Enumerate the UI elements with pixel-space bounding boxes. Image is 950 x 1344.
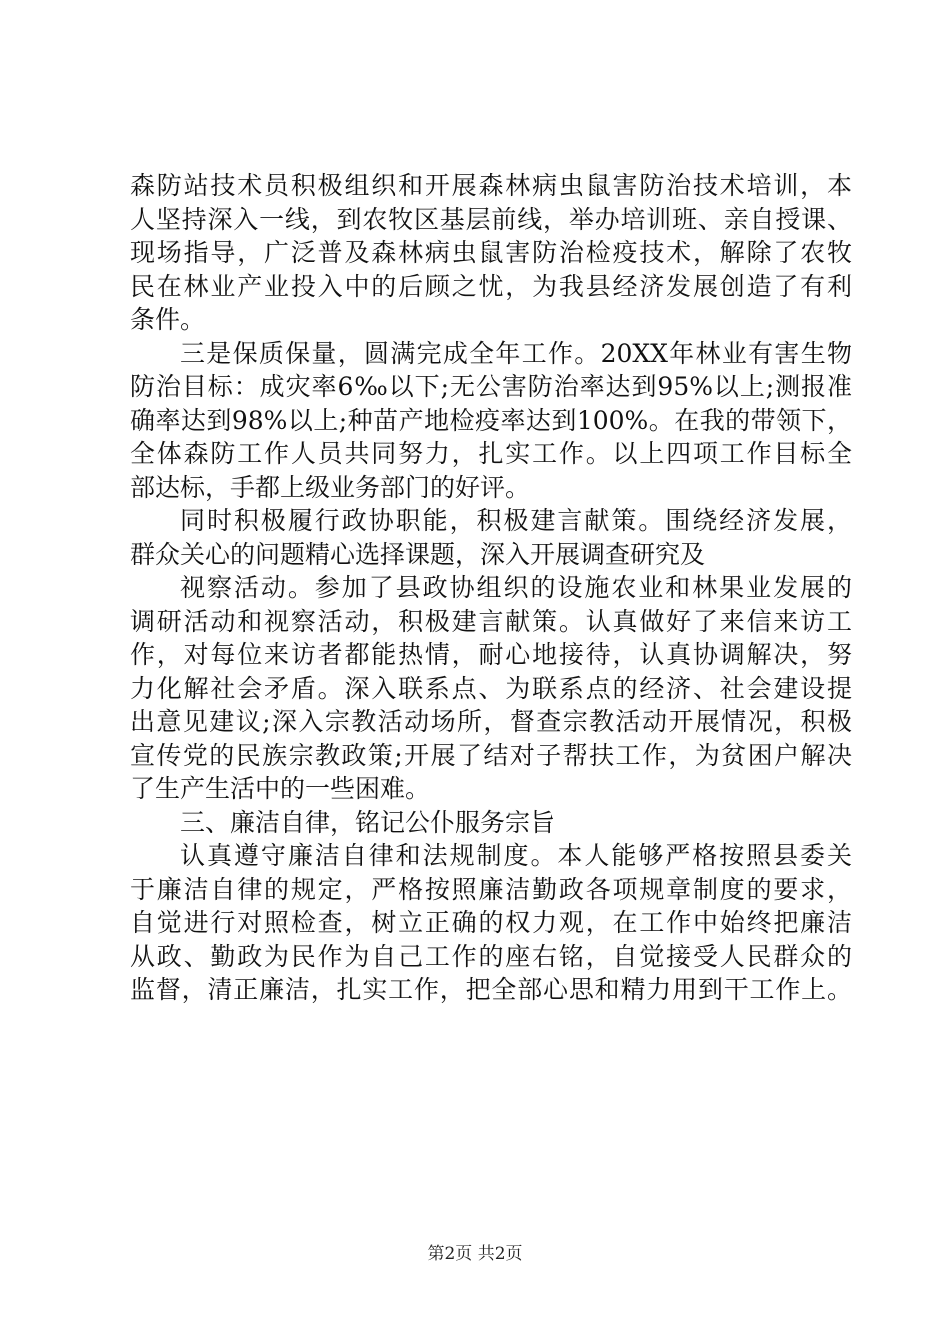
text-line: 民在林业产业投入中的后顾之忧，为我县经济发展创造了有利 xyxy=(130,271,852,301)
text-line: 调研活动和视察活动，积极建言献策。认真做好了来信来访工 xyxy=(130,606,852,636)
text-line: 自觉进行对照检查，树立正确的权力观，在工作中始终把廉洁 xyxy=(130,908,852,937)
text-line: 力化解社会矛盾。深入联系点、为联系点的经济、社会建设提 xyxy=(130,673,852,703)
text-line: 出意见建议;深入宗教活动场所，督查宗教活动开展情况，积极 xyxy=(130,707,852,736)
text-line: 了生产生活中的一些困难。 xyxy=(130,774,431,803)
text-line: 森防站技术员积极组织和开展森林病虫鼠害防治技术培训，本 xyxy=(130,171,852,200)
text-line: 从政、勤政为民作为自己工作的座右铭，自觉接受人民群众的 xyxy=(130,941,852,971)
text-line: 确率达到98%以上;种苗产地检疫率达到100%。在我的带领下， xyxy=(130,405,852,435)
text-line: 三、廉洁自律，铭记公仆服务宗旨 xyxy=(180,807,556,837)
body-text xyxy=(130,169,852,1007)
text-line: 三是保质保量，圆满完成全年工作。20XX年林业有害生物 xyxy=(180,338,852,368)
page-footer: 第2页 共2页 xyxy=(427,1244,523,1264)
text-line: 宣传党的民族宗教政策;开展了结对子帮扶工作，为贫困户解决 xyxy=(130,740,852,770)
text-line: 全体森防工作人员共同努力，扎实工作。以上四项工作目标全 xyxy=(130,439,852,468)
text-line: 作，对每位来访者都能热情，耐心地接待，认真协调解决，努 xyxy=(130,640,852,669)
text-line: 条件。 xyxy=(130,305,206,334)
text-line: 监督，清正廉洁，扎实工作，把全部心思和精力用到干工作上。 xyxy=(130,975,852,1004)
text-line: 于廉洁自律的规定，严格按照廉洁勤政各项规章制度的要求， xyxy=(130,874,852,904)
text-line: 现场指导，广泛普及森林病虫鼠害防治检疫技术，解除了农牧 xyxy=(130,238,852,267)
text-line: 认真遵守廉洁自律和法规制度。本人能够严格按照县委关 xyxy=(180,841,852,870)
text-line: 人坚持深入一线，到农牧区基层前线，举办培训班、亲自授课、 xyxy=(130,204,852,234)
text-line: 视察活动。参加了县政协组织的设施农业和林果业发展的 xyxy=(180,573,852,602)
text-line: 群众关心的问题精心选择课题，深入开展调查研究及 xyxy=(130,539,706,569)
text-line: 防治目标：成灾率6‰以下;无公害防治率达到95%以上;测报准 xyxy=(130,372,852,401)
text-line: 部达标，手都上级业务部门的好评。 xyxy=(130,472,531,502)
text-line: 同时积极履行政协职能，积极建言献策。围绕经济发展， xyxy=(180,506,852,535)
